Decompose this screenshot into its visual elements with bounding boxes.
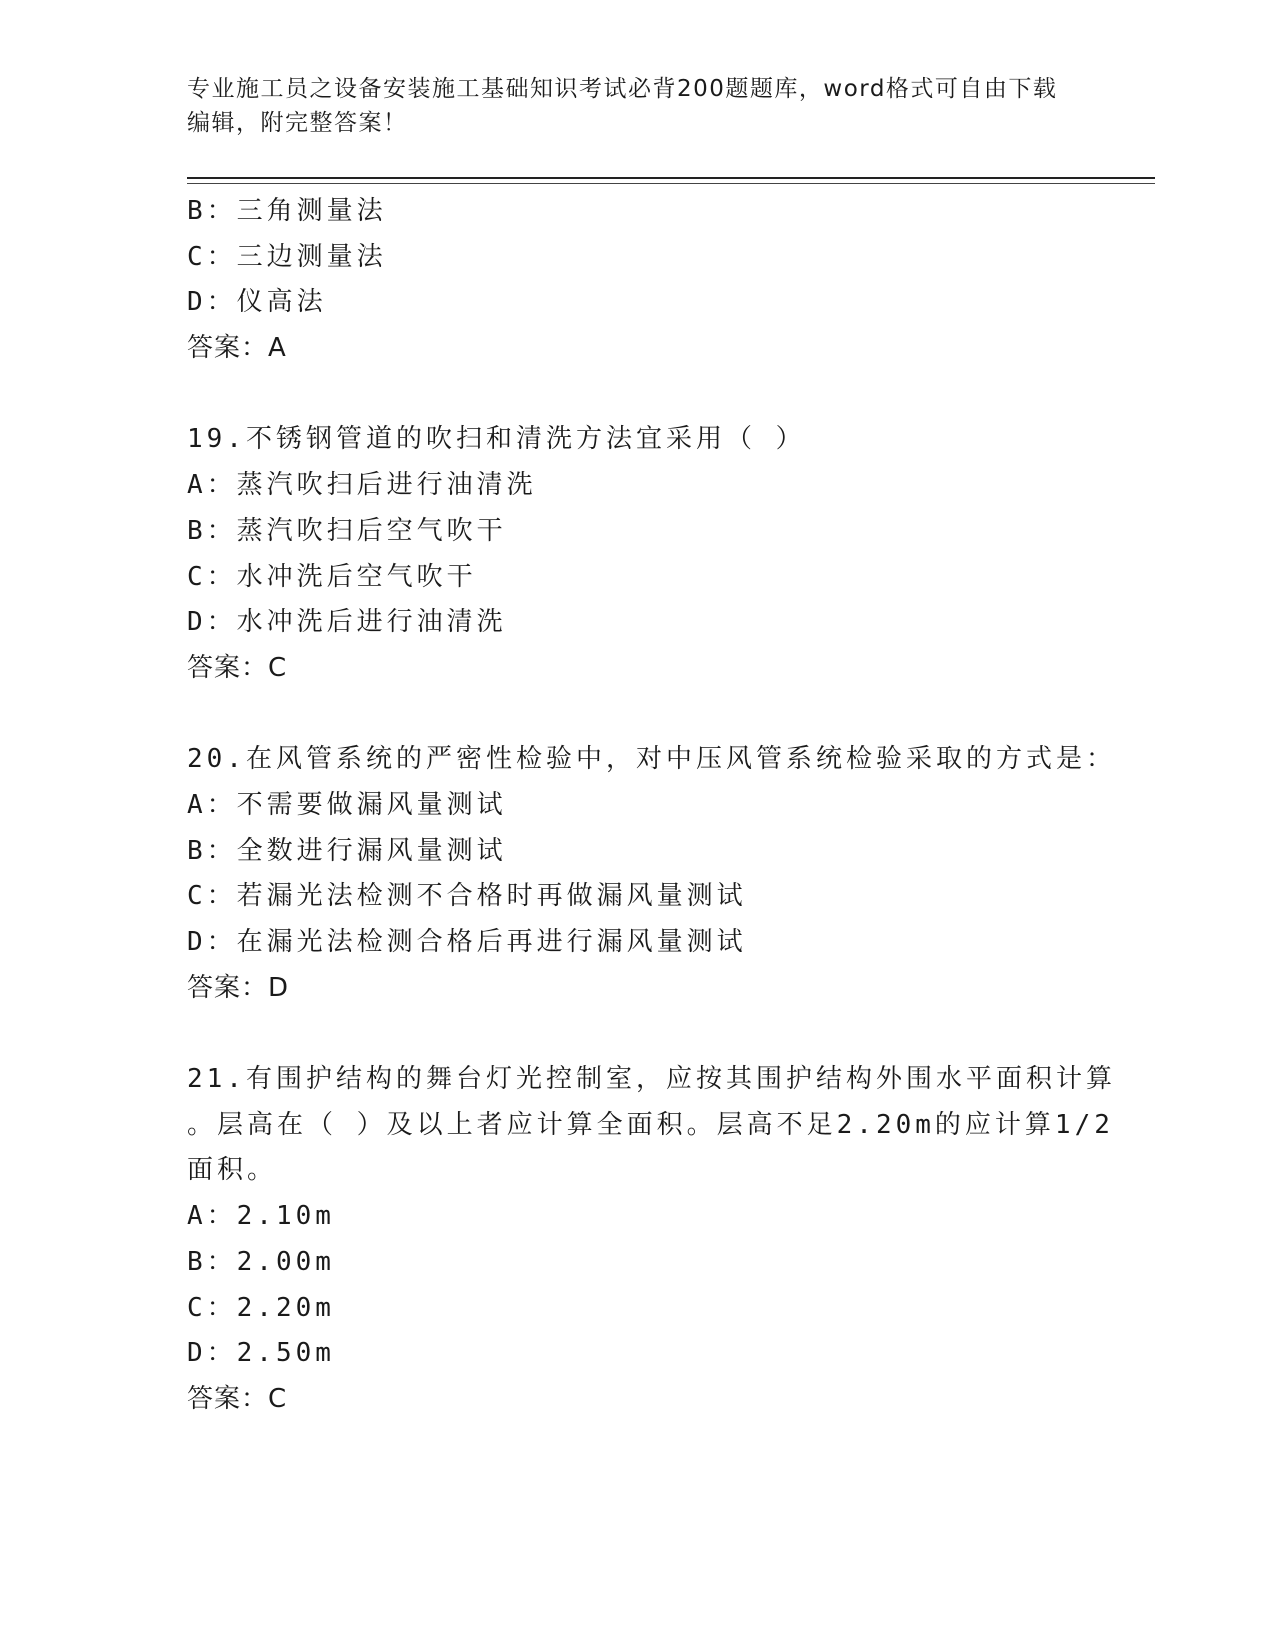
option-b: B：三角测量法 [187,196,387,226]
question-stem-line-1: 21.有围护结构的舞台灯光控制室，应按其围护结构外围水平面积计算 [187,1064,1116,1095]
header-line-2: 编辑，附完整答案！ [187,110,408,136]
question-20 [187,737,1116,1011]
option-b: B：全数进行漏风量测试 [187,835,507,866]
option-d: D：2.50m [187,1338,335,1369]
answer-line [187,646,1087,692]
answer-value: A [268,333,287,364]
question-stem: 19.不锈钢管道的吹扫和清洗方法宜采用（ ） [187,424,806,455]
answer-label: 答案： [187,972,269,1003]
question-stem-line-2: 。层高在（ ）及以上者应计算全面积。层高不足2.20m的应计算1/2 [187,1109,1114,1140]
document-header [187,72,1067,140]
question-19 [187,417,1087,691]
answer-label: 答案： [187,1383,269,1414]
option-a: A：蒸汽吹扫后进行油清洗 [187,470,537,501]
question-stem-line-3: 面积。 [187,1155,278,1186]
option-d: D：在漏光法检测合格后再进行漏风量测试 [187,927,747,957]
answer-value: D [268,972,290,1003]
option-c: C：三边测量法 [187,241,387,272]
spacer [187,692,1087,738]
header-divider-thin [187,183,1155,184]
option-d: D：水冲洗后进行油清洗 [187,607,507,638]
option-a: A：不需要做漏风量测试 [187,789,507,820]
option-c: C：2.20m [187,1292,335,1323]
spacer [187,1011,1087,1057]
answer-label: 答案： [187,652,269,683]
question-21 [187,1057,1116,1423]
answer-value: C [268,1383,288,1414]
answer-line [187,966,1087,1012]
header-divider-thick [187,177,1155,179]
question-stem: 20.在风管系统的严密性检验中，对中压风管系统检验采取的方式是： [187,744,1116,775]
option-b: B：蒸汽吹扫后空气吹干 [187,515,507,546]
header-line-1: 专业施工员之设备安装施工基础知识考试必背200题题库，word格式可自由下载 [187,76,1058,102]
question-18-continued [187,189,1087,372]
option-c: C：水冲洗后空气吹干 [187,561,477,592]
option-b: B：2.00m [187,1246,335,1277]
option-d: D：仪高法 [187,287,327,318]
answer-line [187,1377,1087,1423]
spacer [187,372,1087,418]
answer-value: C [268,652,288,683]
option-a: A：2.10m [187,1201,335,1232]
answer-line [187,326,1087,372]
question-list [187,189,1116,1423]
answer-label: 答案： [187,333,269,364]
option-c: C：若漏光法检测不合格时再做漏风量测试 [187,881,747,912]
